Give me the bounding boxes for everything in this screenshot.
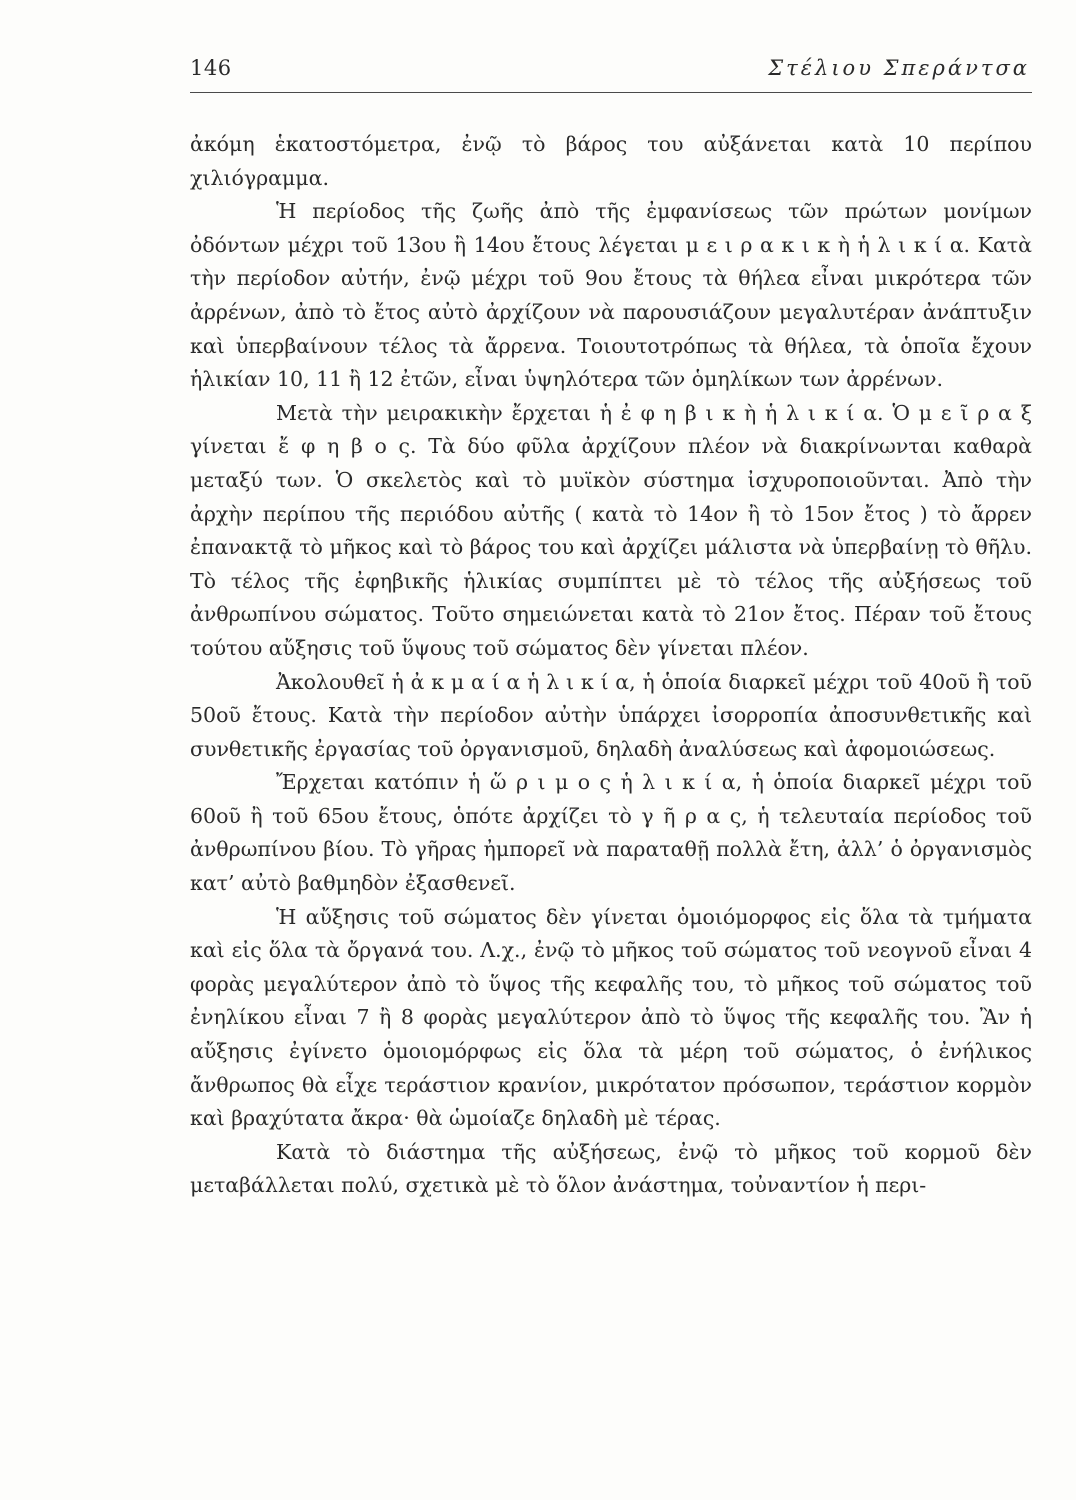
running-head [190, 56, 1032, 93]
paragraph-adolescent-age: Ἡ περίοδος τῆς ζωῆς ἀπὸ τῆς ἐμφανίσεως τῶν πρώτων μονίμων ὀδόντων μέχρι τοῦ 13ου ἢ 14ου ἔτους λέγεται μ ε ι ρ α κ ι κ ὴ ἡ λ ι κ ί α. Κατὰ τὴν περίοδον αὐτήν, ἐνῷ μέχρι τοῦ 9ου ἔτους τὰ θήλεα εἶναι μικρότερα τῶν ἀρρένων, ἀπὸ τὸ ἔτος αὐτὸ ἀρχίζουν νὰ παρουσιάζουν μεγαλυτέραν ἀνάπτυξιν καὶ ὑπερβαίνουν τέλος τὰ ἄρρενα. Τοιουτοτρόπως τὰ θήλεα, τὰ ὁποῖα ἔχουν ἡλικίαν 10, 11 ἢ 12 ἐτῶν, εἶναι ὑψηλότερα τῶν ὁμηλίκων των ἀρρένων. [190, 199, 1032, 392]
paragraph-mature-age: Ἔρχεται κατόπιν ἡ ὥ ρ ι μ ο ς ἡ λ ι κ ί α, ἡ ὁποία διαρκεῖ μέχρι τοῦ 60οῦ ἢ τοῦ 65ου ἔτους, ὁπότε ἀρχίζει τὸ γ ῆ ρ α ς, ἡ τελευταία περίοδος τοῦ ἀνθρωπίνου βίου. Τὸ γῆρας ἠμπορεῖ νὰ παραταθῇ πολλὰ ἔτη, ἀλλ’ ὁ ὀργανισμὸς κατ’ αὐτὸ βαθμηδὸν ἐξασθενεῖ. [190, 770, 1032, 896]
paragraph-puberty-age: Μετὰ τὴν μειρακικὴν ἔρχεται ἡ ἐ φ η β ι κ ὴ ἡ λ ι κ ί α. Ὁ μ ε ῖ ρ α ξ γίνεται ἔ φ η β ο ς. Τὰ δύο φῦλα ἀρχίζουν πλέον νὰ διακρίνωνται καθαρὰ μεταξύ των. Ὁ σκελετὸς καὶ τὸ μυϊκὸν σύστημα ἰσχυροποιοῦνται. Ἀπὸ τὴν ἀρχὴν περίπου τῆς περιόδου αὐτῆς ( κατὰ τὸ 14ον ἢ τὸ 15ον ἔτος ) τὸ ἄρρεν ἐπανακτᾷ τὸ μῆκος καὶ τὸ βάρος του καὶ ἀρχίζει μάλιστα νὰ ὑπερβαίνῃ τὸ θῆλυ. Τὸ τέλος τῆς ἐφηβικῆς ἡλικίας συμπίπτει μὲ τὸ τέλος τῆς αὐξήσεως τοῦ ἀνθρωπίνου σώματος. Τοῦτο σημειώνεται κατὰ τὸ 21ον ἔτος. Πέραν τοῦ ἔτους τούτου αὔξησις τοῦ ὕψους τοῦ σώματος δὲν γίνεται πλέον. [190, 400, 1032, 660]
paragraph-continuation: ἀκόμη ἑκατοστόμετρα, ἐνῷ τὸ βάρος του αὐξάνεται κατὰ 10 περίπου χιλιόγραμμα. [190, 132, 1032, 190]
paragraph-growth-period: Κατὰ τὸ διάστημα τῆς αὐξήσεως, ἐνῷ τὸ μῆκος τοῦ κορμοῦ δὲν μεταβάλλεται πολύ, σχετικὰ μὲ τὸ ὅλον ἀνάστημα, τοὐναντίον ἡ περι- [190, 1139, 1032, 1198]
paragraph-prime-age: Ἀκολουθεῖ ἡ ἀ κ μ α ί α ἡ λ ι κ ί α, ἡ ὁποία διαρκεῖ μέχρι τοῦ 40οῦ ἢ τοῦ 50οῦ ἔτους. Κατὰ τὴν περίοδον αὐτὴν ὑπάρχει ἰσορροπία ἀποσυνθετικῆς καὶ συνθετικῆς ἐργασίας τοῦ ὀργανισμοῦ, δηλαδὴ ἀναλύσεως καὶ ἀφομοιώσεως. [190, 669, 1032, 761]
body-text [190, 128, 1032, 1203]
running-title: Στέλιου Σπεράντσα [768, 56, 1030, 80]
page-number: 146 [190, 56, 232, 80]
paragraph-body-growth: Ἡ αὔξησις τοῦ σώματος δὲν γίνεται ὁμοιόμορφος εἰς ὅλα τὰ τμήματα καὶ εἰς ὅλα τὰ ὄργανά του. Λ.χ., ἐνῷ τὸ μῆκος τοῦ σώματος τοῦ νεογνοῦ εἶναι 4 φορὰς μεγαλύτερον ἀπὸ τὸ ὕψος τῆς κεφαλῆς του, τὸ μῆκος τοῦ σώματος τοῦ ἐνηλίκου εἶναι 7 ἢ 8 φορὰς μεγαλύτερον ἀπὸ τὸ ὕψος τῆς κεφαλῆς του. Ἂν ἡ αὔξησις ἐγίνετο ὁμοιομόρφως εἰς ὅλα τὰ μέρη τοῦ σώματος, ὁ ἐνήλικος ἄνθρωπος θὰ εἶχε τεράστιον κρανίον, μικρότατον πρόσωπον, τεράστιον κορμὸν καὶ βραχύτατα ἄκρα· θὰ ὡμοίαζε δηλαδὴ μὲ τέρας. [190, 904, 1032, 1131]
